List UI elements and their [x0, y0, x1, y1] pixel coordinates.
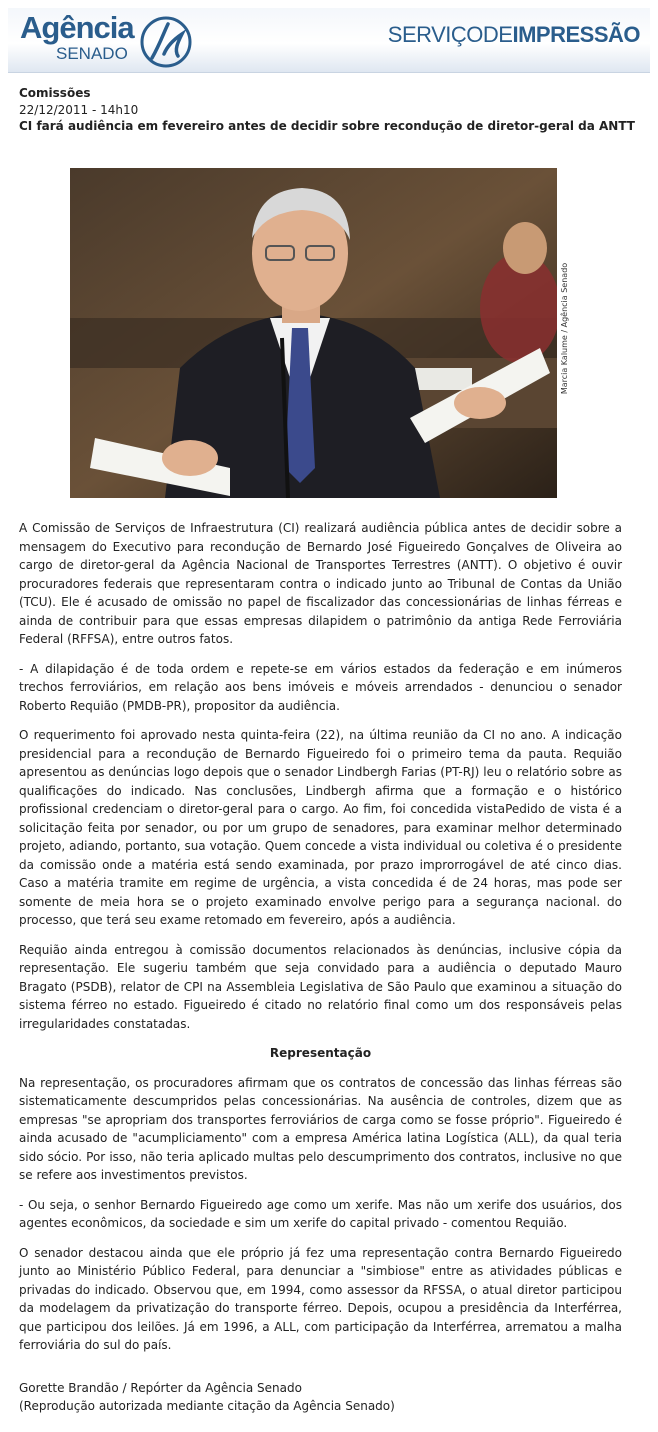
paragraph: A Comissão de Serviços de Infraestrutura (CI) realizará audiência pública antes de decidir sobre a mensagem do Executivo para recondução de Bernardo José Figueiredo Gonçalves de Oliveira ao cargo de diretor-geral da Agência Nacional de Transportes Terrestres (ANTT). O objetivo é ouvir procuradores federais que representaram contra o indicado junto ao Tribunal de Contas da União (TCU). Ele é acusado de omissão no papel de fiscalizador das concessionárias de linhas férreas e ainda de contribuir para que essas empresas dilapidem o patrimônio da antiga Rede Ferroviária Federal (RFFSA), entre outros fatos. — [19, 521, 622, 646]
servico-light: SERVIÇODE — [387, 22, 513, 47]
page-header — [8, 8, 650, 73]
article-category: Comissões — [19, 86, 91, 100]
servico-bold: IMPRESSÃO — [512, 22, 640, 47]
paragraph: Requião ainda entregou à comissão documentos relacionados às denúncias, inclusive cópia da representação. Ele sugeriu também que seja convidado para a audiência o deputado Mauro Bragato (PSDB), relator de CPI na Assembleia Legislativa de São Paulo que examinou a situação do sistema férreo no estado. Figueiredo é citado no relatório final como um dos responsáveis pelas irregularidades constatadas. — [19, 942, 622, 1031]
article-body — [19, 519, 622, 1366]
logo-swoosh-icon — [138, 14, 194, 70]
senator-photo-illustration — [70, 168, 557, 498]
paragraph: O senador destacou ainda que ele próprio já fez uma representação contra Bernardo Figueiredo junto ao Ministério Público Federal, para denunciar a "simbiose" entre as atividades públicas e privadas do indicado. Observou que, em 1994, como assessor da RFSSA, o atual diretor participou da modelagem da privatização do transporte férreo. Depois, ocupou a presidência da Interférrea, que participou dos leilões. Já em 1996, a ALL, com participação da Interférrea, arrematou a malha ferroviária do sul do país. — [19, 1245, 622, 1352]
article-photo — [70, 168, 557, 498]
author-line: Gorette Brandão / Repórter da Agência Senado — [19, 1381, 302, 1395]
subheading: Representação — [269, 1046, 372, 1060]
logo-senado-text: SENADO — [56, 44, 128, 63]
article-datetime: 22/12/2011 - 14h10 — [19, 102, 139, 117]
photo-credit-text: Marcia Kalume / Agência Senado — [560, 262, 569, 395]
paragraph: - Ou seja, o senhor Bernardo Figueiredo age como um xerife. Mas não um xerife dos usuários, dos agentes econômicos, da sociedade e sim um xerife do capital privado - comentou Requião. — [19, 1197, 622, 1230]
logo-agencia-text: Agência — [20, 10, 134, 45]
paragraph: O requerimento foi aprovado nesta quinta-feira (22), na última reunião da CI no ano. A indicação presidencial para a recondução de Bernardo Figueiredo foi o primeiro tema da pauta. Requião apresentou as denúncias logo depois que o senador Lindbergh Farias (PT-RJ) leu o relatório sobre as qualificações do indicado. Nas conclusões, Lindbergh afirma que a formação e o histórico profissional credenciam o diretor-geral para o cargo. Ao fim, foi concedida vistaPedido de vista é a solicitação feita por senador, ou por um grupo de senadores, para examinar melhor determinado projeto, adiando, portanto, sua votação. Quem concede a vista individual ou coletiva é o presidente da comissão onde a matéria está sendo examinada, por prazo improrrogável de até cinco dias. Caso a matéria tramite em regime de urgência, a vista concedida é de 24 horas, mas pode ser somente de meia hora se o projeto examinado envolve perigo para a segurança nacional. do processo, que terá seu exame retomado em fevereiro, após a audiência. — [19, 728, 622, 927]
servico-de-impressao-title — [388, 22, 640, 48]
photo-credit — [557, 168, 571, 498]
article-meta — [19, 85, 639, 135]
article-footer — [19, 1379, 619, 1415]
paragraph: - A dilapidação é de toda ordem e repete-se em vários estados da federação e em inúmeros trechos ferroviários, em relação aos bens imóveis e móveis arrendados - denunciou o senador Roberto Requião (PMDB-PR), propositor da audiência. — [19, 661, 622, 713]
reproduction-notice: (Reprodução autorizada mediante citação da Agência Senado) — [19, 1399, 395, 1413]
paragraph: Na representação, os procuradores afirmam que os contratos de concessão das linhas férreas são sistematicamente descumpridos pelas concessionárias. Na ausência de controles, dizem que as empresas "se apropriam dos transportes ferroviários de carga como se fosse próprio". Figueiredo é ainda acusado de "acumpliciamento" com a empresa América latina Logística (ALL), da qual teria sido sócio. Por isso, não teria aplicado multas pelo descumprimento dos contratos, inclusive no que se refere aos investimentos previstos. — [19, 1075, 622, 1182]
article-title: CI fará audiência em fevereiro antes de decidir sobre recondução de diretor-geral da ANTT — [19, 119, 635, 133]
agencia-senado-logo[interactable] — [20, 10, 195, 70]
